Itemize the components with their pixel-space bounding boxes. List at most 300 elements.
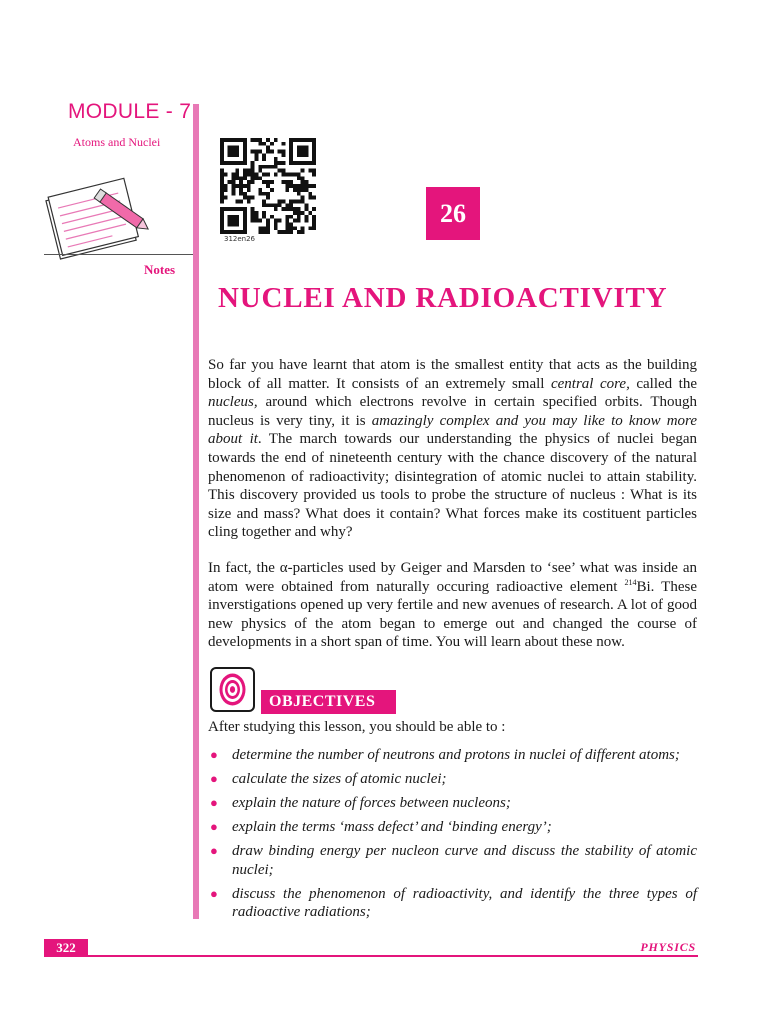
qr-module xyxy=(235,219,239,223)
qr-module xyxy=(293,207,297,211)
qr-module xyxy=(297,199,301,203)
qr-module xyxy=(232,146,236,150)
qr-module xyxy=(224,196,228,200)
objective-item xyxy=(208,794,697,813)
qr-module xyxy=(301,138,305,142)
qr-module xyxy=(243,142,247,146)
qr-module xyxy=(235,230,239,234)
geiger-paragraph xyxy=(208,559,697,652)
qr-module xyxy=(301,153,305,157)
qr-module xyxy=(274,138,278,142)
qr-module xyxy=(251,196,255,200)
qr-module xyxy=(285,219,289,223)
qr-module xyxy=(297,188,301,192)
qr-module xyxy=(232,173,236,177)
qr-module xyxy=(297,138,301,142)
qr-module xyxy=(255,215,259,219)
qr-module xyxy=(262,203,266,207)
paragraph-text: Bi. These inverstigations opened up very fertile and new avenues of research. A lot of good new physics of the atom began to emerge out and changed the course of developments in a short span of time. You will learn about these now. xyxy=(208,578,697,651)
qr-module xyxy=(312,153,316,157)
qr-module xyxy=(308,196,312,200)
qr-module xyxy=(228,161,232,165)
qr-module xyxy=(278,161,282,165)
qr-module xyxy=(262,215,266,219)
qr-module xyxy=(224,161,228,165)
qr-module xyxy=(251,219,255,223)
qr-module xyxy=(266,165,270,169)
qr-module xyxy=(285,203,289,207)
qr-module xyxy=(258,142,262,146)
emphasis-text: nucleus, xyxy=(208,394,258,411)
qr-module xyxy=(301,180,305,184)
footer-subject: PHYSICS xyxy=(640,940,696,954)
qr-module xyxy=(312,184,316,188)
qr-module xyxy=(301,226,305,230)
qr-module xyxy=(239,180,243,184)
qr-module xyxy=(262,180,266,184)
qr-module xyxy=(232,222,236,226)
qr-module xyxy=(220,157,224,161)
qr-module xyxy=(235,150,239,154)
qr-module xyxy=(243,173,247,177)
qr-module xyxy=(301,184,305,188)
bullet-icon: ● xyxy=(210,771,218,786)
qr-module xyxy=(281,161,285,165)
qr-module xyxy=(312,226,316,230)
qr-module xyxy=(266,192,270,196)
qr-module xyxy=(232,176,236,180)
qr-module xyxy=(255,157,259,161)
qr-module xyxy=(247,173,251,177)
qr-module xyxy=(251,211,255,215)
qr-module xyxy=(224,184,228,188)
qr-module xyxy=(301,188,305,192)
qr-module xyxy=(262,211,266,215)
qr-module xyxy=(308,161,312,165)
chapter-title: NUCLEI AND RADIOACTIVITY xyxy=(218,282,668,314)
qr-module xyxy=(289,199,293,203)
qr-module xyxy=(243,222,247,226)
qr-module xyxy=(304,207,308,211)
footer-rule xyxy=(44,955,698,957)
qr-module xyxy=(262,157,266,161)
qr-module xyxy=(297,173,301,177)
emphasis-text: amazingly complex and you may like to know more about it xyxy=(208,412,697,448)
objective-item xyxy=(208,885,697,922)
qr-module xyxy=(304,219,308,223)
qr-module xyxy=(289,150,293,154)
qr-module xyxy=(262,192,266,196)
objective-item xyxy=(208,770,697,789)
qr-module xyxy=(262,199,266,203)
notes-label: Notes xyxy=(144,262,176,277)
qr-module xyxy=(228,230,232,234)
qr-module xyxy=(266,173,270,177)
qr-module xyxy=(278,203,282,207)
bullet-icon: ● xyxy=(210,747,218,762)
qr-module xyxy=(235,161,239,165)
qr-module xyxy=(266,138,270,142)
qr-module xyxy=(293,199,297,203)
qr-module xyxy=(270,203,274,207)
qr-module xyxy=(224,230,228,234)
qr-module xyxy=(224,188,228,192)
qr-module xyxy=(285,173,289,177)
qr-module xyxy=(301,169,305,173)
qr-module xyxy=(243,192,247,196)
qr-module xyxy=(251,215,255,219)
qr-module xyxy=(235,184,239,188)
qr-module xyxy=(274,222,278,226)
qr-module xyxy=(220,207,224,211)
qr-module xyxy=(285,188,289,192)
qr-module xyxy=(312,161,316,165)
objective-text: determine the number of neutrons and protons in nuclei of different atoms; xyxy=(232,747,680,763)
qr-module xyxy=(281,150,285,154)
qr-module xyxy=(239,192,243,196)
objective-text: draw binding energy per nucleon curve and discuss the stability of atomic nuclei; xyxy=(232,843,697,878)
qr-module xyxy=(232,153,236,157)
qr-module xyxy=(274,203,278,207)
qr-module xyxy=(274,173,278,177)
qr-module xyxy=(232,150,236,154)
qr-module xyxy=(281,173,285,177)
paragraph-text: around which electrons revolve in certain specified orbits. Though nucleus is very tiny, it is xyxy=(208,394,697,429)
qr-module xyxy=(220,215,224,219)
qr-module xyxy=(312,219,316,223)
qr-module xyxy=(274,219,278,223)
qr-module xyxy=(220,230,224,234)
qr-module xyxy=(239,184,243,188)
qr-module xyxy=(220,226,224,230)
qr-module xyxy=(266,180,270,184)
qr-module xyxy=(243,153,247,157)
margin-bar xyxy=(193,104,199,919)
qr-module xyxy=(243,169,247,173)
qr-module xyxy=(262,230,266,234)
qr-module xyxy=(304,146,308,150)
qr-module xyxy=(281,199,285,203)
qr-module xyxy=(220,222,224,226)
page-number: 322 xyxy=(44,939,88,957)
qr-module xyxy=(258,176,262,180)
qr-module xyxy=(220,150,224,154)
qr-module xyxy=(297,150,301,154)
qr-module xyxy=(301,176,305,180)
qr-module xyxy=(289,230,293,234)
qr-module xyxy=(266,184,270,188)
qr-module xyxy=(243,184,247,188)
qr-module xyxy=(258,188,262,192)
qr-module xyxy=(274,226,278,230)
qr-module xyxy=(270,142,274,146)
qr-module xyxy=(235,215,239,219)
qr-module xyxy=(251,180,255,184)
qr-module xyxy=(293,161,297,165)
qr-module xyxy=(297,230,301,234)
qr-module xyxy=(243,157,247,161)
qr-module xyxy=(220,188,224,192)
qr-module xyxy=(220,146,224,150)
qr-module xyxy=(220,211,224,215)
qr-module xyxy=(235,207,239,211)
qr-module xyxy=(255,150,259,154)
qr-module xyxy=(308,169,312,173)
bullet-icon: ● xyxy=(210,819,218,834)
notepad-pencil-icon xyxy=(38,170,156,262)
qr-module xyxy=(304,150,308,154)
qr-module xyxy=(247,196,251,200)
qr-module xyxy=(228,153,232,157)
qr-module xyxy=(297,219,301,223)
qr-module xyxy=(289,153,293,157)
qr-module xyxy=(243,176,247,180)
qr-module xyxy=(243,226,247,230)
qr-module xyxy=(312,138,316,142)
qr-module xyxy=(220,173,224,177)
qr-module xyxy=(297,211,301,215)
qr-module xyxy=(255,211,259,215)
qr-module xyxy=(266,196,270,200)
qr-module xyxy=(220,219,224,223)
qr-module xyxy=(243,219,247,223)
qr-module xyxy=(258,226,262,230)
qr-module xyxy=(243,230,247,234)
qr-module xyxy=(251,161,255,165)
qr-module xyxy=(301,230,305,234)
qr-module xyxy=(247,199,251,203)
qr-module xyxy=(278,169,282,173)
qr-module xyxy=(228,138,232,142)
qr-module xyxy=(301,199,305,203)
emphasis-text: central core, xyxy=(550,375,630,392)
qr-module xyxy=(278,199,282,203)
qr-module xyxy=(308,184,312,188)
objective-item xyxy=(208,818,697,837)
objective-text: explain the nature of forces between nucleons; xyxy=(232,795,511,811)
bullet-icon: ● xyxy=(210,795,218,810)
qr-module xyxy=(289,203,293,207)
qr-module xyxy=(255,173,259,177)
qr-module xyxy=(251,173,255,177)
qr-module xyxy=(255,138,259,142)
qr-module xyxy=(278,219,282,223)
qr-module xyxy=(301,146,305,150)
qr-module xyxy=(243,146,247,150)
qr-module xyxy=(247,180,251,184)
qr-module xyxy=(220,161,224,165)
bullet-icon: ● xyxy=(210,885,218,901)
qr-module xyxy=(285,184,289,188)
qr-module xyxy=(301,196,305,200)
qr-module xyxy=(281,230,285,234)
qr-module xyxy=(220,192,224,196)
qr-module xyxy=(289,184,293,188)
qr-module xyxy=(281,142,285,146)
qr-module xyxy=(293,219,297,223)
qr-module xyxy=(270,215,274,219)
qr-module xyxy=(297,192,301,196)
qr-module xyxy=(243,161,247,165)
qr-module xyxy=(220,176,224,180)
qr-module xyxy=(274,161,278,165)
qr-module xyxy=(262,142,266,146)
qr-module xyxy=(232,192,236,196)
qr-module xyxy=(266,203,270,207)
qr-module xyxy=(243,150,247,154)
qr-module xyxy=(239,230,243,234)
chapter-number: 26 xyxy=(426,187,480,240)
qr-module xyxy=(270,188,274,192)
qr-module xyxy=(220,169,224,173)
qr-module xyxy=(312,150,316,154)
qr-module xyxy=(232,188,236,192)
qr-module xyxy=(224,173,228,177)
module-title: MODULE - 7 xyxy=(68,100,192,123)
qr-module xyxy=(301,150,305,154)
qr-module xyxy=(232,161,236,165)
qr-module xyxy=(235,153,239,157)
qr-module xyxy=(308,192,312,196)
qr-module xyxy=(289,222,293,226)
qr-module xyxy=(255,176,259,180)
objective-text: discuss the phenomenon of radioactivity, and identify the three types of radioactive radiations; xyxy=(232,885,697,920)
qr-module xyxy=(289,226,293,230)
objective-text: explain the terms ‘mass defect’ and ‘binding energy’; xyxy=(232,819,552,835)
qr-module xyxy=(297,184,301,188)
qr-module xyxy=(239,188,243,192)
qr-module xyxy=(278,230,282,234)
qr-module xyxy=(289,161,293,165)
qr-module xyxy=(297,161,301,165)
qr-module xyxy=(312,157,316,161)
qr-module xyxy=(285,215,289,219)
qr-module xyxy=(304,203,308,207)
qr-module xyxy=(235,222,239,226)
qr-module xyxy=(293,188,297,192)
qr-module xyxy=(228,150,232,154)
qr-module xyxy=(232,184,236,188)
qr-module xyxy=(266,146,270,150)
qr-module xyxy=(228,215,232,219)
qr-module xyxy=(220,199,224,203)
qr-module xyxy=(301,161,305,165)
qr-module xyxy=(224,138,228,142)
qr-module xyxy=(228,219,232,223)
qr-module xyxy=(255,153,259,157)
objectives-intro: After studying this lesson, you should be able to : xyxy=(208,719,506,735)
qr-module xyxy=(247,184,251,188)
paragraph-text: So far you have learnt that atom is the smallest entity that acts as the building block of all matter. It consists of an extremely small xyxy=(208,357,697,392)
qr-module xyxy=(239,207,243,211)
qr-module xyxy=(293,173,297,177)
qr-module xyxy=(274,165,278,169)
qr-module xyxy=(304,188,308,192)
qr-module xyxy=(274,207,278,211)
qr-module xyxy=(266,219,270,223)
qr-module xyxy=(247,188,251,192)
qr-module xyxy=(289,157,293,161)
qr-module xyxy=(243,196,247,200)
qr-module xyxy=(247,169,251,173)
qr-module xyxy=(262,165,266,169)
qr-module xyxy=(251,176,255,180)
qr-module xyxy=(235,146,239,150)
qr-module xyxy=(262,173,266,177)
qr-module xyxy=(304,161,308,165)
qr-module xyxy=(312,169,316,173)
objective-item xyxy=(208,842,697,879)
qr-module xyxy=(312,196,316,200)
qr-module xyxy=(262,153,266,157)
qr-module xyxy=(258,192,262,196)
qr-module xyxy=(258,219,262,223)
qr-module xyxy=(293,138,297,142)
qr-module xyxy=(278,150,282,154)
qr-module xyxy=(220,153,224,157)
qr-module xyxy=(220,142,224,146)
qr-module xyxy=(270,165,274,169)
qr-module xyxy=(312,142,316,146)
qr-module xyxy=(304,180,308,184)
qr-module xyxy=(289,207,293,211)
qr-module xyxy=(297,215,301,219)
qr-module xyxy=(239,199,243,203)
qr-module xyxy=(308,226,312,230)
objective-item xyxy=(208,746,697,765)
qr-module xyxy=(220,180,224,184)
qr-module xyxy=(232,215,236,219)
qr-module xyxy=(251,207,255,211)
qr-module xyxy=(297,146,301,150)
qr-module xyxy=(243,211,247,215)
qr-module xyxy=(220,138,224,142)
qr-module xyxy=(258,169,262,173)
qr-module xyxy=(281,207,285,211)
qr-module xyxy=(258,150,262,154)
qr-module xyxy=(251,165,255,169)
intro-paragraph xyxy=(208,356,697,542)
qr-module xyxy=(266,150,270,154)
qr-module xyxy=(228,180,232,184)
qr-module xyxy=(243,207,247,211)
paragraph-text: called the xyxy=(629,375,698,392)
qr-module xyxy=(228,222,232,226)
qr-module xyxy=(235,176,239,180)
paragraph-text: In fact, the α-particles used by Geiger and Marsden to ‘see’ what was inside an atom were obtained from naturally occuring radioactive element xyxy=(208,560,697,595)
qr-module xyxy=(281,153,285,157)
qr-module xyxy=(293,184,297,188)
qr-module xyxy=(251,150,255,154)
qr-module xyxy=(251,169,255,173)
qr-module xyxy=(251,138,255,142)
qr-module xyxy=(293,226,297,230)
qr-module xyxy=(297,207,301,211)
qr-module xyxy=(281,169,285,173)
qr-module xyxy=(270,180,274,184)
qr-module xyxy=(297,176,301,180)
qr-module xyxy=(228,146,232,150)
qr-module xyxy=(232,207,236,211)
qr-module xyxy=(304,215,308,219)
qr-module xyxy=(239,138,243,142)
qr-module xyxy=(312,215,316,219)
qr-module xyxy=(304,184,308,188)
qr-module xyxy=(258,138,262,142)
qr-module xyxy=(266,230,270,234)
qr-module xyxy=(274,157,278,161)
qr-module xyxy=(220,196,224,200)
